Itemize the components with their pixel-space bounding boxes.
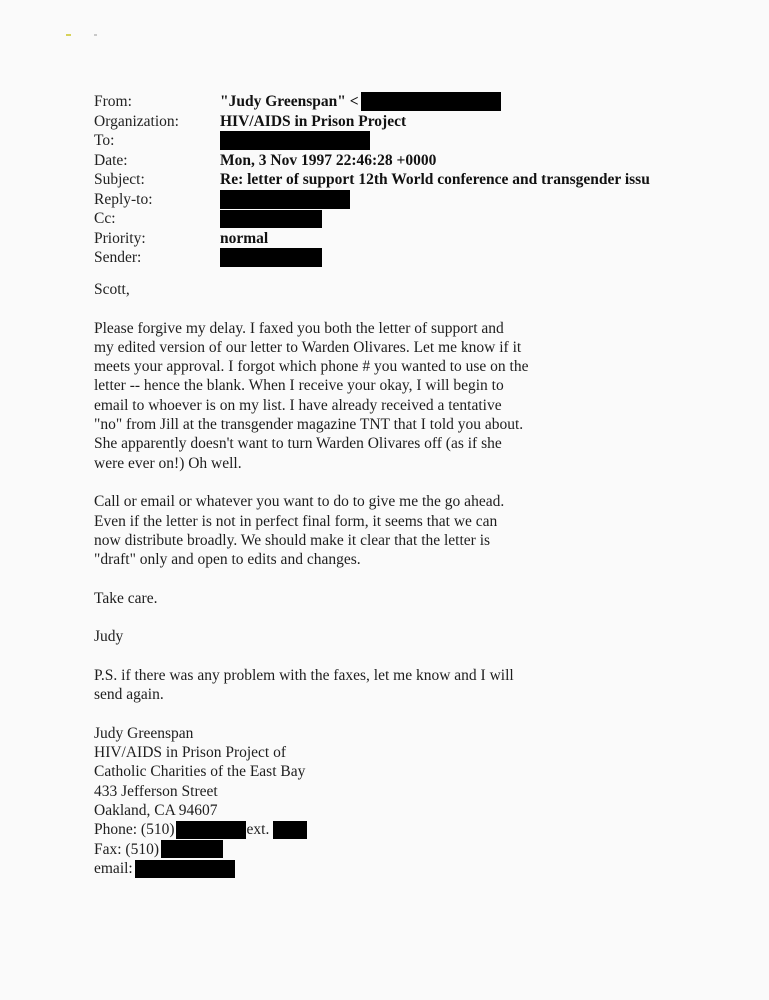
- paragraph-1: Please forgive my delay. I faxed you both the letter of support and my edited version of our letter to Warden Olivares. Let me know if it meets your approval. I forgot which phone # you wanted to use on the letter -- hence the blank. When I receive your okay, I will begin to email to whoever is on my list. I have already received a tentative "no" from Jill at the transgender magazine TNT that I told you about. She apparently doesn't want to turn Warden Olivares off (as if she were ever on!) Oh well.: [94, 319, 529, 472]
- redaction-block: [161, 840, 223, 858]
- date-label: Date:: [94, 151, 128, 169]
- paragraph-gap: [94, 608, 574, 627]
- signature-street: 433 Jefferson Street: [94, 782, 218, 800]
- fax-prefix: Fax: (510): [94, 840, 160, 858]
- email-body: [94, 280, 574, 878]
- redaction-block: [220, 210, 322, 228]
- organization-label: Organization:: [94, 112, 179, 130]
- sender-label: Sender:: [94, 249, 142, 266]
- from-value: [220, 92, 501, 112]
- header-row-sender: [94, 248, 714, 268]
- reply-to-value: [220, 190, 350, 210]
- header-row-to: [94, 131, 714, 151]
- header-row-date: [94, 151, 714, 171]
- scan-specks: [66, 32, 106, 38]
- subject-value: Re: letter of support 12th World conference and transgender issu: [220, 171, 650, 188]
- scan-speck: [66, 34, 71, 36]
- postscript: P.S. if there was any problem with the faxes, let me know and I will send again.: [94, 666, 514, 704]
- from-name: "Judy Greenspan" <: [220, 93, 359, 110]
- signature-org-line-1: HIV/AIDS in Prison Project of: [94, 744, 287, 762]
- priority-value: normal: [220, 229, 269, 247]
- subject-label: Subject:: [94, 171, 145, 188]
- paragraph-gap: [94, 299, 574, 318]
- reply-to-label: Reply-to:: [94, 190, 153, 208]
- sender-value: [220, 248, 322, 268]
- paragraph-gap: [94, 705, 574, 724]
- cc-value: [220, 209, 322, 229]
- redaction-block: [220, 190, 350, 209]
- signature-org-line-2: Catholic Charities of the East Bay: [94, 763, 306, 781]
- redaction-block: [176, 821, 246, 839]
- phone-prefix: Phone: (510): [94, 821, 175, 839]
- redaction-block: [135, 860, 235, 878]
- header-row-cc: [94, 209, 714, 229]
- redaction-block: [220, 131, 370, 150]
- signature-phone: [94, 820, 574, 839]
- signature-name: Judy Greenspan: [94, 724, 194, 742]
- cc-label: Cc:: [94, 210, 116, 227]
- to-value: [220, 131, 370, 151]
- from-label: From:: [94, 93, 132, 110]
- greeting: Scott,: [94, 281, 130, 298]
- organization-value: HIV/AIDS in Prison Project: [220, 112, 407, 130]
- scan-speck: [94, 34, 97, 36]
- redaction-block: [361, 92, 501, 111]
- date-value: Mon, 3 Nov 1997 22:46:28 +0000: [220, 151, 437, 169]
- header-row-from: [94, 92, 714, 112]
- priority-label: Priority:: [94, 229, 146, 247]
- header-row-subject: [94, 170, 714, 190]
- signature-block: [94, 724, 574, 878]
- header-row-priority: [94, 229, 714, 249]
- closing: Take care.: [94, 589, 158, 607]
- paragraph-gap: [94, 569, 574, 588]
- to-label: To:: [94, 132, 115, 149]
- paragraph-2: Call or email or whatever you want to do to give me the go ahead. Even if the letter is not in perfect final form, it seems that we can now distribute broadly. We should make it clear that the letter is "draft" only and open to edits and changes.: [94, 493, 505, 569]
- signature-email: [94, 859, 574, 878]
- email-prefix: email:: [94, 859, 133, 877]
- redaction-block: [220, 248, 322, 267]
- header-row-reply-to: [94, 190, 714, 210]
- redaction-block: [273, 821, 307, 839]
- paragraph-gap: [94, 647, 574, 666]
- header-row-organization: [94, 112, 714, 132]
- ext-label: ext.: [246, 821, 270, 839]
- paragraph-gap: [94, 473, 574, 492]
- sign-name: Judy: [94, 628, 124, 646]
- email-header: [94, 92, 714, 268]
- signature-city: Oakland, CA 94607: [94, 802, 218, 820]
- signature-fax: [94, 840, 574, 859]
